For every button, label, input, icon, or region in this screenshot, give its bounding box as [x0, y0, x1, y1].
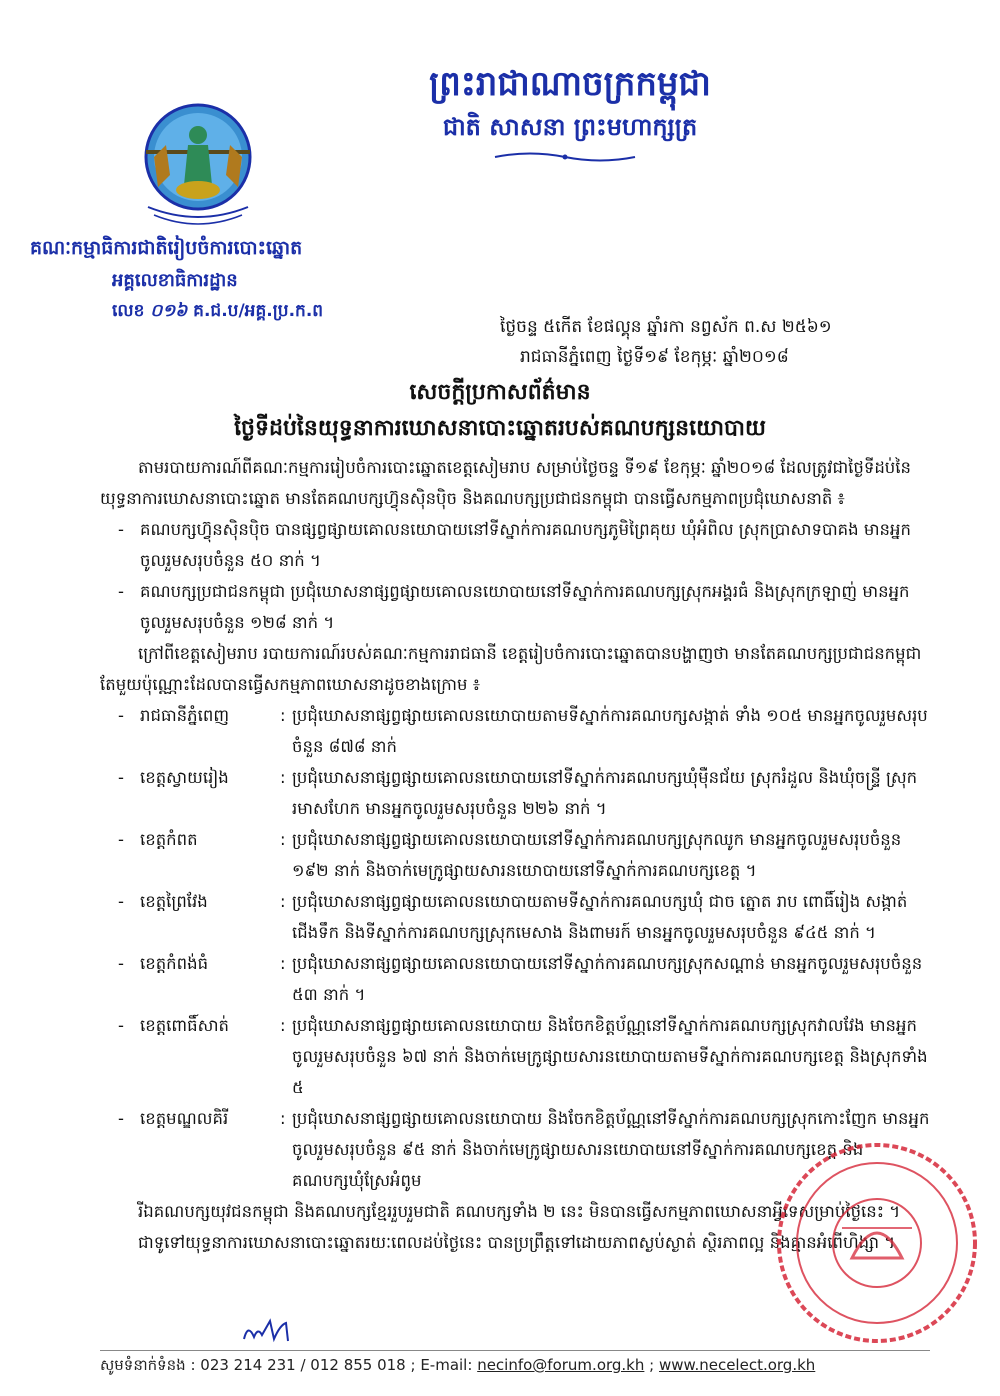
- email-link[interactable]: necinfo@forum.org.kh: [477, 1356, 645, 1374]
- ornament-divider-icon: [490, 150, 640, 164]
- province-name: ខេត្តស្វាយរៀង: [140, 768, 229, 787]
- province-row: - ខេត្តព្រៃវែង : ប្រជុំឃោសនាផ្សព្វផ្សាយគោលនយោបាយតាមទីស្នាក់ការគណបក្សឃុំ ជាច ត្នោត រាប ពោធិ៍រៀង សង្កាត់ជើងទឹក និងទីស្នាក់ការគណបក្សស្រុកមេសាង និងពាមរក៍ មានអ្នកចូលរួមសរុបចំនួន ៩៤៥ នាក់ ។: [100, 886, 930, 948]
- province-activity: ប្រជុំឃោសនាផ្សព្វផ្សាយគោលនយោបាយនៅទីស្នាក់ការគណបក្សស្រុកឈូក មានអ្នកចូលរួមសរុបចំនួន ១៩២ នាក់ និងចាក់មេក្រូផ្សាយសារនយោបាយនៅទីស្នាក់ការគណបក្សខេត្ត ។: [292, 830, 902, 880]
- reference-number: [112, 300, 323, 325]
- initials-signature-icon: [240, 1317, 296, 1345]
- website-link[interactable]: www.necelect.org.kh: [659, 1356, 816, 1374]
- province-row: - ខេត្តកំពត : ប្រជុំឃោសនាផ្សព្វផ្សាយគោលនយោបាយនៅទីស្នាក់ការគណបក្សស្រុកឈូក មានអ្នកចូលរួមសរុបចំនួន ១៩២ នាក់ និងចាក់មេក្រូផ្សាយសារនយោបាយនៅទីស្នាក់ការគណបក្សខេត្ត ។: [100, 824, 930, 886]
- province-activity: ប្រជុំឃោសនាផ្សព្វផ្សាយគោលនយោបាយនៅទីស្នាក់ការគណបក្សស្រុកសណ្ដាន់ មានអ្នកចូលរួមសរុបចំនួន ៥៣ នាក់ ។: [292, 954, 923, 1004]
- intro-paragraph: តាមរបាយការណ៍ពីគណៈកម្មការរៀបចំការបោះឆ្នោតខេត្តសៀមរាប សម្រាប់ថ្ងៃចន្ទ ទី១៩ ខែកុម្ភៈ ឆ្នាំ២០១៨ ដែលត្រូវជាថ្ងៃទីដប់នៃយុទ្ធនាការឃោសនាបោះឆ្នោត មានតែគណបក្សហ៊្វុនស៊ិនប៉ិច និងគណបក្សប្រជាជនកម្ពុជា បានធ្វើសកម្មភាពប្រជុំឃោសនាតិ ៖: [100, 458, 911, 508]
- ref-number: ០១៦: [150, 301, 188, 321]
- list-item: - គណបក្សប្រជាជនកម្ពុជា ប្រជុំឃោសនាផ្សព្វផ្សាយគោលនយោបាយនៅទីស្នាក់ការគណបក្សស្រុកអង្គរធំ និងស្រុកក្រឡាញ់ មានអ្នកចូលរួមសរុបចំនួន ១២៨ នាក់ ។: [118, 582, 910, 632]
- outside-paragraph: ក្រៅពីខេត្តសៀមរាប របាយការណ៍របស់គណៈកម្មការរាជធានី ខេត្តរៀបចំការបោះឆ្នោតបានបង្ហាញថា មានតែគណបក្សប្រជាជនកម្ពុជា តែមួយប៉ុណ្ណោះដែលបានធ្វើសកម្មភាពឃោសនាដូចខាងក្រោម ៖: [100, 644, 922, 694]
- lunar-date: ថ្ងៃចន្ទ ៥កើត ខែផល្គុន ឆ្នាំរកា នព្វស័ក ព.ស ២៥៦១: [500, 317, 832, 337]
- contact-label: សូមទំនាក់ទំនង : 023 214 231 / 012 855 018 ; E-mail:: [100, 1356, 473, 1374]
- province-activity: ប្រជុំឃោសនាផ្សព្វផ្សាយគោលនយោបាយ និងចែកខិត្តប័ណ្ណនៅទីស្នាក់ការគណបក្សស្រុកកោះញែក មានអ្នកចូលរួមសរុបចំនួន ៩៥ នាក់ និងចាក់មេក្រូផ្សាយសារនយោបាយនៅទីស្នាក់ការគណបក្សខេត្ត និងគណបក្សឃុំស្រែអំពូម: [292, 1109, 930, 1190]
- province-activity: ប្រជុំឃោសនាផ្សព្វផ្សាយគោលនយោបាយតាមទីស្នាក់ការគណបក្សសង្កាត់ ទាំង ១០៥ មានអ្នកចូលរួមសរុបចំនួន ៨៧៨ នាក់: [292, 706, 928, 756]
- province-row: - ខេត្តពោធិ៍សាត់ : ប្រជុំឃោសនាផ្សព្វផ្សាយគោលនយោបាយ និងចែកខិត្តប័ណ្ណនៅទីស្នាក់ការគណបក្សស្រុកវាលវែង មានអ្នកចូលរួមសរុបចំនួន ៦៧ នាក់ និងចាក់មេក្រូផ្សាយសារនយោបាយតាមទីស្នាក់ការគណបក្សខេត្ត និងស្រុកទាំង ៥: [100, 1010, 930, 1103]
- solar-date: រាជធានីភ្នំពេញ ថ្ងៃទី១៩ ខែកុម្ភៈ ឆ្នាំ២០១៨: [520, 347, 789, 367]
- province-row: - ខេត្តស្វាយរៀង : ប្រជុំឃោសនាផ្សព្វផ្សាយគោលនយោបាយនៅទីស្នាក់ការគណបក្សឃុំម៉ឺនជ័យ ស្រុករំដួល និងឃុំចន្ទ្រី ស្រុករមាសហែក មានអ្នកចូលរួមសរុបចំនួន ២២៦ នាក់ ។: [100, 762, 930, 824]
- province-name: ខេត្តកំពង់ធំ: [140, 954, 209, 973]
- document-title: សេចក្ដីប្រកាសព័ត៌មាន: [409, 380, 591, 405]
- footer-contact: [100, 1356, 815, 1378]
- document-subtitle: ថ្ងៃទីដប់នៃយុទ្ធនាការឃោសនាបោះឆ្នោតរបស់គណបក្សនយោបាយ: [234, 416, 766, 441]
- ref-code: គ.ជ.ប/អគ្គ.ប្រ.ក.ព: [193, 301, 324, 321]
- province-row: - ខេត្តមណ្ឌលគិរី : ប្រជុំឃោសនាផ្សព្វផ្សាយគោលនយោបាយ និងចែកខិត្តប័ណ្ណនៅទីស្នាក់ការគណបក្សស្រុកកោះញែក មានអ្នកចូលរួមសរុបចំនួន ៩៥ នាក់ និងចាក់មេក្រូផ្សាយសារនយោបាយនៅទីស្នាក់ការគណបក្សខេត្ត និងគណបក្សឃុំស្រែអំពូម: [100, 1103, 930, 1196]
- province-row: - រាជធានីភ្នំពេញ : ប្រជុំឃោសនាផ្សព្វផ្សាយគោលនយោបាយតាមទីស្នាក់ការគណបក្សសង្កាត់ ទាំង ១០៥ មានអ្នកចូលរួមសរុបចំនួន ៨៧៨ នាក់: [100, 700, 930, 762]
- kingdom-heading: ព្រះរាជាណាចក្រកម្ពុជា: [429, 64, 711, 104]
- province-row: - ខេត្តកំពង់ធំ : ប្រជុំឃោសនាផ្សព្វផ្សាយគោលនយោបាយនៅទីស្នាក់ការគណបក្សស្រុកសណ្ដាន់ មានអ្នកចូលរួមសរុបចំនួន ៥៣ នាក់ ។: [100, 948, 930, 1010]
- province-name: ខេត្តមណ្ឌលគិរី: [140, 1109, 229, 1128]
- province-name: ខេត្តព្រៃវែង: [140, 892, 208, 911]
- province-activity: ប្រជុំឃោសនាផ្សព្វផ្សាយគោលនយោបាយតាមទីស្នាក់ការគណបក្សឃុំ ជាច ត្នោត រាប ពោធិ៍រៀង សង្កាត់ជើងទឹក និងទីស្នាក់ការគណបក្សស្រុកមេសាង និងពាមរក៍ មានអ្នកចូលរួមសរុបចំនួន ៩៤៥ នាក់ ។: [292, 892, 908, 942]
- province-name: រាជធានីភ្នំពេញ: [140, 706, 230, 725]
- official-seal-icon: [772, 1138, 982, 1348]
- province-activity: ប្រជុំឃោសនាផ្សព្វផ្សាយគោលនយោបាយនៅទីស្នាក់ការគណបក្សឃុំម៉ឺនជ័យ ស្រុករំដួល និងឃុំចន្ទ្រី ស្រុករមាសហែក មានអ្នកចូលរួមសរុបចំនួន ២២៦ នាក់ ។: [292, 768, 918, 818]
- nec-logo-icon: [128, 95, 268, 235]
- province-activity: ប្រជុំឃោសនាផ្សព្វផ្សាយគោលនយោបាយ និងចែកខិត្តប័ណ្ណនៅទីស្នាក់ការគណបក្សស្រុកវាលវែង មានអ្នកចូលរួមសរុបចំនួន ៦៧ នាក់ និងចាក់មេក្រូផ្សាយសារនយោបាយតាមទីស្នាក់ការគណបក្សខេត្ត និងស្រុកទាំង ៥: [292, 1016, 928, 1097]
- national-motto: ជាតិ សាសនា ព្រះមហាក្សត្រ: [442, 112, 698, 141]
- footer-divider: [100, 1350, 930, 1351]
- closing-paragraph: ជាទូទៅយុទ្ធនាការឃោសនាបោះឆ្នោតរយៈពេលដប់ថ្ងៃនេះ បានប្រព្រឹត្តទៅដោយភាពស្ងប់ស្ងាត់ ស្ថិរភាពល្អ និងគ្មានអំពើហិង្សា ។: [138, 1233, 896, 1252]
- list-item: - គណបក្សហ៊្វុនស៊ិនប៉ិច បានផ្សព្វផ្សាយគោលនយោបាយនៅទីស្នាក់ការគណបក្សភូមិព្រៃគុយ ឃុំអំពិល ស្រុកប្រាសាទបាគង មានអ្នកចូលរួមសរុបចំនួន ៥០ នាក់ ។: [118, 520, 911, 570]
- province-name: ខេត្តពោធិ៍សាត់: [140, 1016, 230, 1035]
- footer-separator: ;: [649, 1356, 655, 1374]
- department-name: អគ្គលេខាធិការដ្ឋាន: [112, 270, 238, 291]
- ref-label: លេខ: [112, 301, 145, 321]
- province-name: ខេត្តកំពត: [140, 830, 198, 849]
- others-paragraph: រីឯគណបក្សយុវជនកម្ពុជា និងគណបក្សខ្មែររួបរួមជាតិ គណបក្សទាំង ២ នេះ មិនបានធ្វើសកម្មភាពឃោសនាអ្វីទេសម្រាប់ថ្ងៃនេះ ។: [138, 1202, 901, 1221]
- organization-name: គណៈកម្មាធិការជាតិរៀបចំការបោះឆ្នោត: [30, 237, 303, 259]
